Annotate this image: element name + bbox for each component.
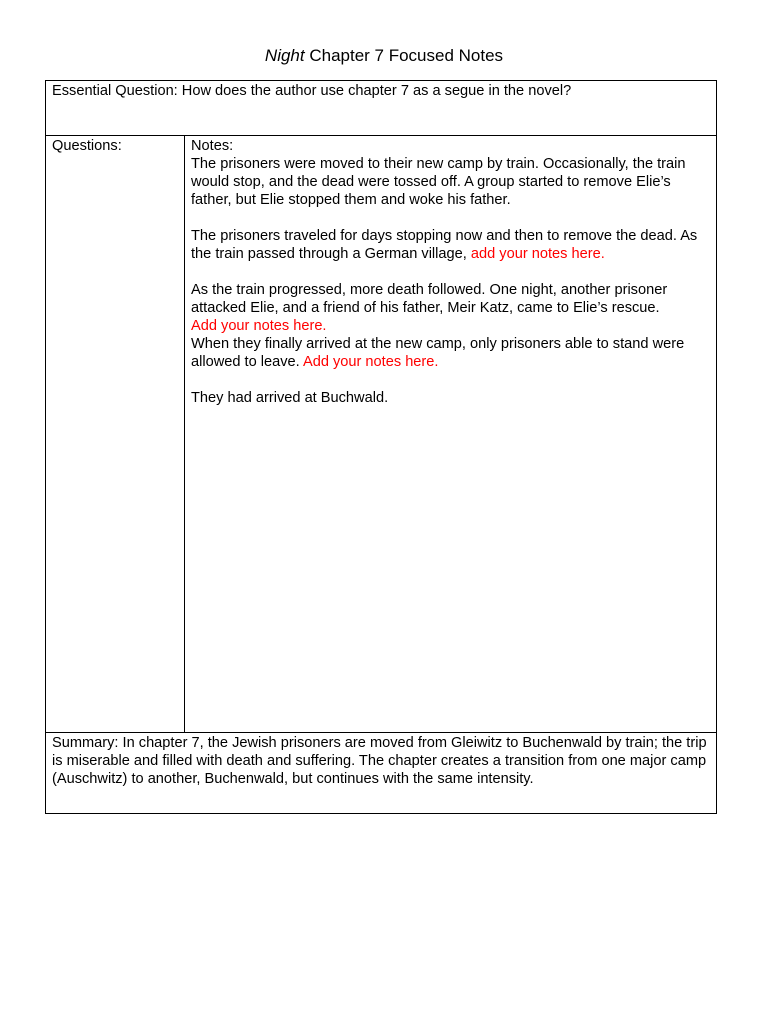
- notes-cell: [185, 136, 716, 732]
- notes-prompt-3: Add your notes here.: [302, 354, 439, 370]
- paragraph-gap: [191, 371, 710, 389]
- notes-label: Notes:: [191, 138, 234, 154]
- notes-paragraph-3-text: As the train progressed, more death followed. One night, another prisoner attacked Elie, and a friend of his father, Meir Katz, came to Elie’s rescue.: [191, 282, 668, 316]
- questions-cell: [46, 136, 185, 732]
- summary-cell: [46, 732, 716, 813]
- notes-paragraph-4-text: When they finally arrived at the new camp, only prisoners able to stand were allowed to leave.: [191, 336, 685, 370]
- focused-notes-table: [45, 80, 717, 814]
- paragraph-gap: [191, 209, 710, 227]
- summary-text: Summary: In chapter 7, the Jewish prisoners are moved from Gleiwitz to Buchenwald by train; the trip is miserable and filled with death and suffering. The chapter creates a transition from one major camp (Auschwitz) to another, Buchenwald, but continues with the same intensity.: [52, 735, 707, 787]
- notes-paragraph-5: They had arrived at Buchwald.: [191, 390, 389, 406]
- notes-paragraph-2: [191, 227, 710, 263]
- notes-prompt-2: Add your notes here.: [191, 318, 327, 334]
- title-italic-book-name: Night: [264, 46, 305, 65]
- paragraph-gap: [191, 263, 710, 281]
- essential-question-text: Essential Question: How does the author use chapter 7 as a segue in the novel?: [52, 83, 572, 99]
- notes-paragraph-4: [191, 335, 710, 371]
- questions-label: Questions:: [52, 138, 122, 154]
- notes-prompt-1: add your notes here.: [470, 246, 605, 262]
- page-title: [0, 46, 768, 66]
- notes-paragraph-1: The prisoners were moved to their new camp by train. Occasionally, the train would stop, and the dead were tossed off. A group started to remove Elie’s father, but Elie stopped them and woke his father.: [191, 156, 686, 208]
- title-rest: Chapter 7 Focused Notes: [304, 46, 504, 65]
- notes-paragraph-3: [191, 281, 710, 335]
- essential-question-cell: [46, 81, 716, 136]
- notes-paragraph-2-text: The prisoners traveled for days stopping now and then to remove the dead. As the train passed through a German village,: [191, 228, 698, 262]
